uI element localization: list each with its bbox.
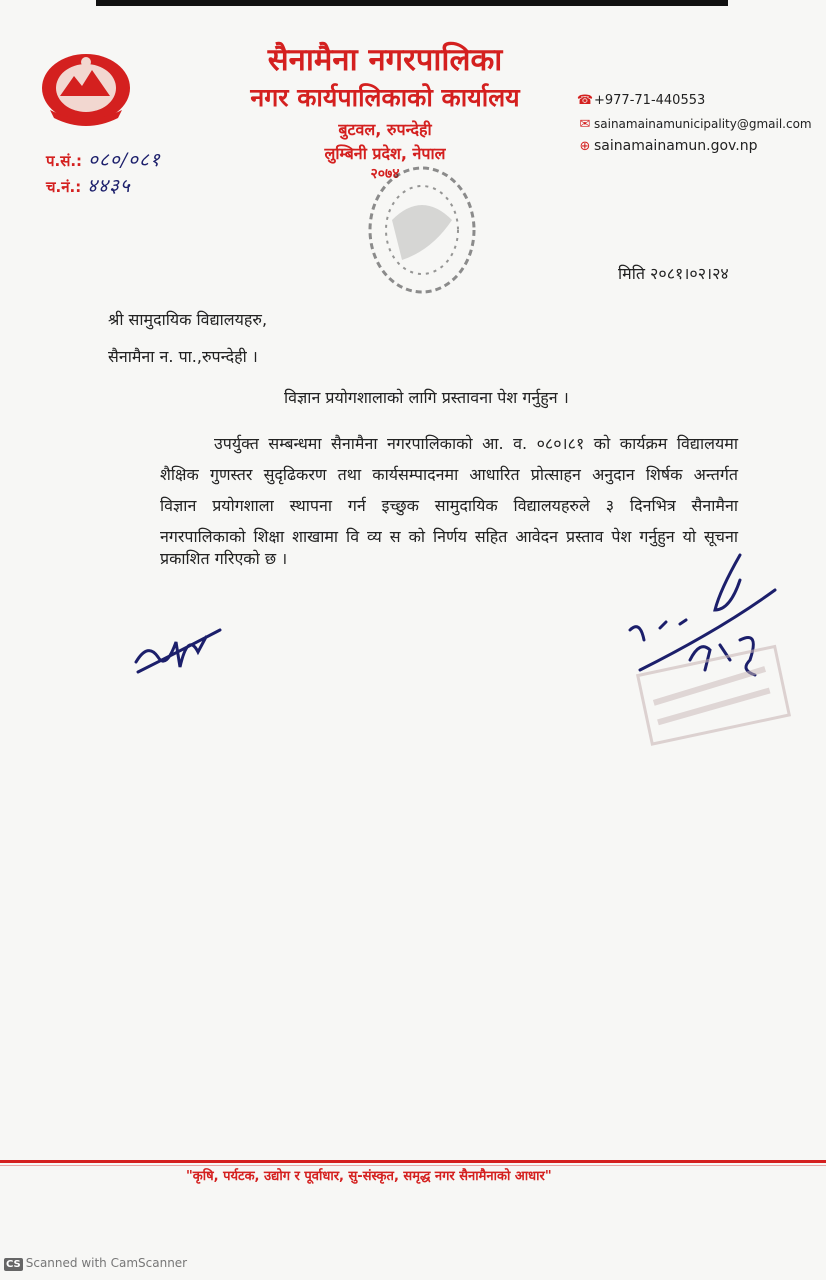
footer-rule [0,1160,826,1163]
contact-phone [576,93,705,108]
left-signature [128,612,228,682]
reference-cn [46,172,131,198]
cn-value: ४४३५ [87,175,131,197]
org-name: सैनामैना नगरपालिका [267,42,503,78]
body-line2: शैक्षिक गुणस्तर सुदृढिकरण तथा कार्यसम्पादनमा आधारित प्रोत्साहन अनुदान शिर्षक अन्तर्गत [160,465,738,484]
recipient-line2: सैनामैना न. पा.,रुपन्देही । [108,347,258,366]
body-line3: विज्ञान प्रयोगशाला स्थापना गर्न इच्छुक सामुदायिक विद्यालयहरुले ३ दिनभित्र सैनामैना [160,496,738,515]
phone-text: +977-71-440553 [594,93,706,108]
camscanner-watermark [4,1256,187,1271]
office-name: नगर कार्यपालिकाको कार्यालय [250,83,520,112]
subject-line: विज्ञान प्रयोगशालाको लागि प्रस्तावना पेश गर्नुहुन । [284,388,569,407]
letter-date: मिति २०८१।०२।२४ [618,264,729,283]
established-year: २०७४ [370,166,400,182]
address-line1: बुटवल, रुपन्देही [338,120,432,139]
globe-icon: ⊕ [579,139,591,154]
ps-value: ०८०/०८१ [88,149,161,171]
camscanner-icon: CS [6,1259,21,1270]
contact-email [576,117,812,132]
scan-edge-bar [96,0,728,6]
recipient-line1: श्री सामुदायिक विद्यालयहरु, [108,310,268,329]
body-line5: प्रकाशित गरिएको छ । [160,549,288,568]
contact-website [576,138,757,154]
camscanner-text: Scanned with CamScanner [25,1256,188,1270]
body-line4: नगरपालिकाको शिक्षा शाखामा वि व्य स को निर्णय सहित आवेदन प्रस्ताव पेश गर्नुहुन यो सूचना [160,527,738,546]
reference-ps [46,146,161,172]
website-text: sainamainamun.gov.np [594,138,758,154]
nepal-emblem-icon [40,48,132,126]
office-stamp [362,160,482,300]
email-icon: ✉ [579,117,591,132]
cn-label: च.नं.: [46,178,82,196]
address-line2: लुम्बिनी प्रदेश, नेपाल [324,144,446,163]
ps-label: प.सं.: [46,152,83,170]
email-text: sainamainamunicipality@gmail.com [594,117,812,131]
body-line1: उपर्युक्त सम्बन्धमा सैनामैना नगरपालिकाको आ. व. ०८०।८१ को कार्यक्रम विद्यालयमा [214,434,738,453]
footer-motto: "कृषि, पर्यटक, उद्योग र पूर्वाधार, सु-संस्कृत, समृद्ध नगर सैनामैनाको आधार" [186,1169,552,1184]
phone-icon: ☎ [576,93,594,108]
